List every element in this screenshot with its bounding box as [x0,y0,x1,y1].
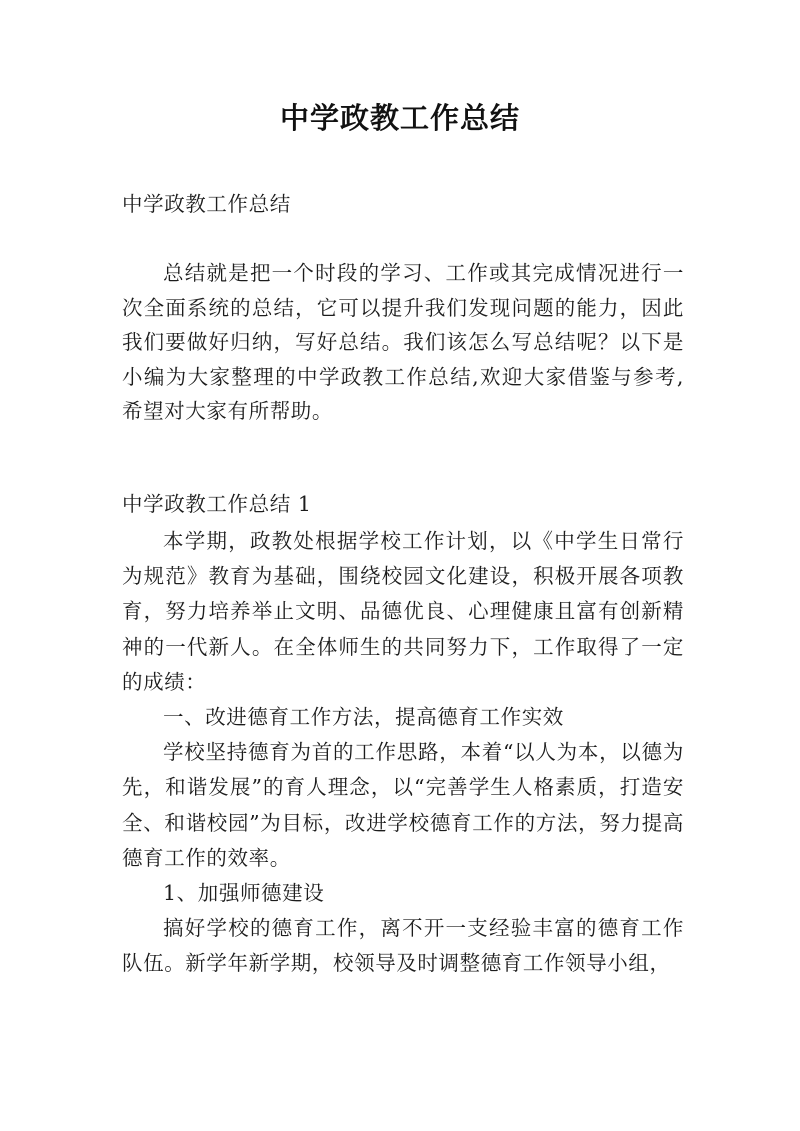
subheading-improve-methods: 一、改进德育工作方法，提高德育工作实效 [163,705,564,730]
intro-paragraph: 总结就是把一个时段的学习、工作或其完成情况进行一次全面系统的总结，它可以提升我们发现问题的能力，因此我们要做好归纳，写好总结。我们该怎么写总结呢？以下是小编为大家整理的中学政教工作总结,欢迎大家借鉴与参考,希望对大家有所帮助。 [122,261,684,423]
document-subtitle: 中学政教工作总结 [122,192,291,216]
section-title: 中学政教工作总结 1 [122,492,312,516]
body-paragraph: 搞好学校的德育工作，离不开一支经验丰富的德育工作队伍。新学年新学期，校领导及时调整德育工作领导小组， [122,916,684,976]
body-paragraph: 学校坚持德育为首的工作思路，本着“以人为本，以德为先，和谐发展”的育人理念，以“完善学生人格素质，打造安全、和谐校园”为目标，改进学校德育工作的方法，努力提高德育工作的效率。 [122,740,684,870]
document-title: 中学政教工作总结 [279,101,520,135]
body-paragraph: 本学期，政教处根据学校工作计划，以《中学生日常行为规范》教育为基础，围绕校园文化建设，积极开展各项教育，努力培养举止文明、品德优良、心理健康且富有创新精神的一代新人。在全体师生的共同努力下，工作取得了一定的成绩： [122,529,684,694]
subheading-teacher-ethics: 1、加强师德建设 [163,881,325,906]
section-body [122,524,684,982]
